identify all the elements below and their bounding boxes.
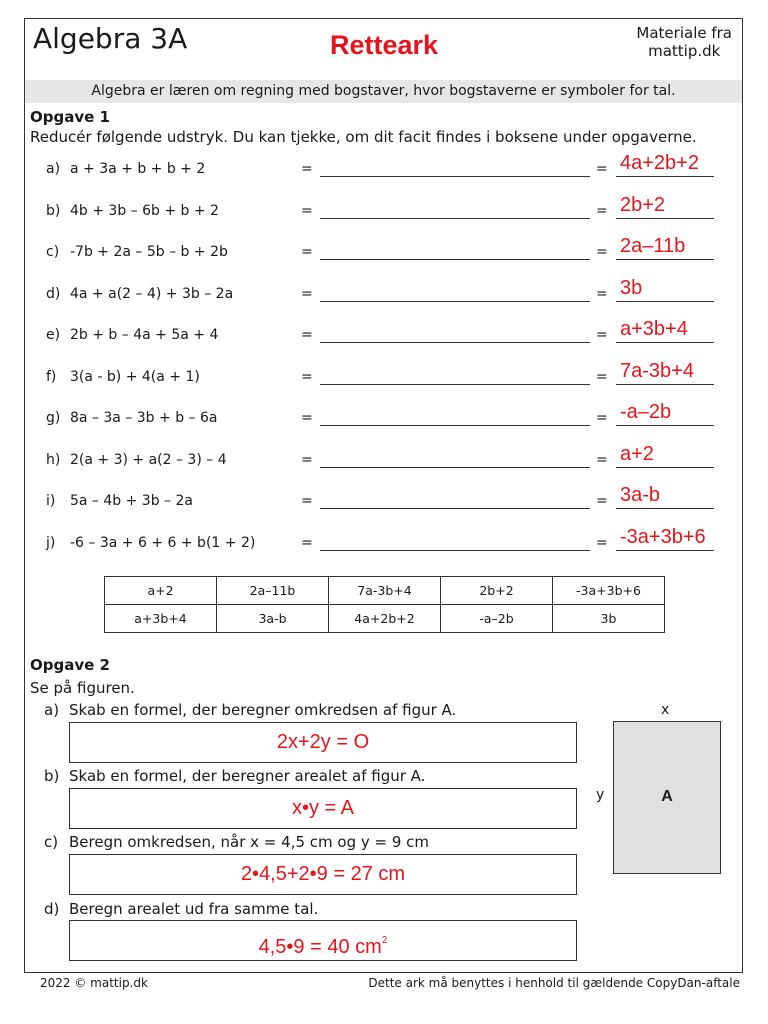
question-text: Beregn omkredsen, når x = 4,5 cm og y = 9 cm xyxy=(69,833,430,851)
work-line[interactable] xyxy=(320,259,590,260)
answer-line[interactable] xyxy=(616,425,714,426)
check-cell: -a–2b xyxy=(441,605,553,633)
equals-sign: = xyxy=(301,327,313,343)
equals-sign: = xyxy=(301,368,313,385)
row-label: f) xyxy=(46,368,57,385)
row-expression: 4a + a(2 – 4) + 3b – 2a xyxy=(70,285,234,302)
work-line[interactable] xyxy=(320,342,590,343)
task1-row xyxy=(46,235,726,268)
row-answer: -a–2b xyxy=(620,401,672,423)
check-cell: a+3b+4 xyxy=(105,605,217,633)
work-line[interactable] xyxy=(320,467,590,468)
row-answer: 3a-b xyxy=(620,484,661,506)
answer-line[interactable] xyxy=(616,550,714,551)
row-label: h) xyxy=(46,451,61,468)
row-expression: -6 – 3a + 6 + 6 + b(1 + 2) xyxy=(70,534,256,551)
task1-row xyxy=(46,401,726,434)
equals-sign: = xyxy=(596,493,608,509)
task2-intro: Se på figuren. xyxy=(30,679,135,697)
equals-sign: = xyxy=(596,534,608,551)
footer-copyright: 2022 © mattip.dk xyxy=(40,976,148,990)
task1-row xyxy=(46,359,726,393)
task1-row xyxy=(46,318,726,351)
work-line[interactable] xyxy=(320,550,590,551)
row-answer: a+2 xyxy=(620,442,654,465)
figure-a-label: A xyxy=(661,788,673,805)
answer-line[interactable] xyxy=(616,218,714,219)
row-expression: 8a – 3a – 3b + b – 6a xyxy=(70,410,218,426)
check-cell: 3a-b xyxy=(217,605,329,633)
equals-sign: = xyxy=(596,244,608,260)
answer-superscript: 2 xyxy=(381,935,388,946)
row-expression: 3(a - b) + 4(a + 1) xyxy=(70,368,200,385)
row-label: e) xyxy=(46,327,61,343)
check-table-row xyxy=(105,577,665,605)
equals-sign: = xyxy=(301,493,313,509)
answer-box-c[interactable]: 2•4,5+2•9 = 27 cm xyxy=(69,854,577,895)
task1-row xyxy=(46,193,726,227)
check-cell: 2b+2 xyxy=(441,577,553,605)
page-title: Algebra 3A xyxy=(33,22,188,55)
row-label: b) xyxy=(46,202,61,219)
equals-sign: = xyxy=(596,368,608,385)
row-answer: 3b xyxy=(620,276,643,299)
figure-a-rectangle xyxy=(613,721,721,874)
task1-row xyxy=(46,442,726,476)
work-line[interactable] xyxy=(320,384,590,385)
source-note xyxy=(636,24,732,60)
row-answer: 2a–11b xyxy=(620,235,686,257)
question-label: c) xyxy=(44,833,59,851)
row-answer: 4a+2b+2 xyxy=(620,152,699,174)
row-answer: -3a+3b+6 xyxy=(620,525,706,548)
intro-banner: Algebra er læren om regning med bogstaver, hvor bogstaverne er symboler for tal. xyxy=(25,80,742,103)
equals-sign: = xyxy=(596,410,608,426)
answer-line[interactable] xyxy=(616,301,714,302)
equals-sign: = xyxy=(301,534,313,551)
answer-box-b[interactable]: x•y = A xyxy=(69,788,577,829)
work-line[interactable] xyxy=(320,301,590,302)
equals-sign: = xyxy=(596,451,608,468)
answer-line[interactable] xyxy=(616,508,714,509)
row-expression: 4b + 3b – 6b + b + 2 xyxy=(70,202,219,219)
task1-heading: Opgave 1 xyxy=(30,108,110,126)
question-label: a) xyxy=(44,701,60,719)
task1-instruction: Reducér følgende udstryk. Du kan tjekke, om dit facit findes i boksene under opgaverne. xyxy=(30,128,697,146)
equals-sign: = xyxy=(301,285,313,302)
answer-key-stamp: Retteark xyxy=(330,30,439,60)
task1-row xyxy=(46,152,726,185)
answer-line[interactable] xyxy=(616,342,714,343)
question-label: d) xyxy=(44,900,60,918)
work-line[interactable] xyxy=(320,218,590,219)
figure-x-label: x xyxy=(661,702,670,718)
row-expression: 2b + b – 4a + 5a + 4 xyxy=(70,327,219,343)
answer-box-d[interactable] xyxy=(69,920,577,961)
row-answer: 7a-3b+4 xyxy=(620,359,694,382)
row-label: g) xyxy=(46,410,61,426)
source-line-2: mattip.dk xyxy=(648,42,721,60)
row-label: a) xyxy=(46,161,61,177)
task1-row xyxy=(46,525,726,559)
row-answer: 2b+2 xyxy=(620,193,666,216)
source-line-1: Materiale fra xyxy=(636,24,732,42)
answer-line[interactable] xyxy=(616,259,714,260)
equals-sign: = xyxy=(596,202,608,219)
check-cell: a+2 xyxy=(105,577,217,605)
row-expression: a + 3a + b + b + 2 xyxy=(70,161,206,177)
row-expression: -7b + 2a – 5b – b + 2b xyxy=(70,244,228,260)
task2-heading: Opgave 2 xyxy=(30,656,110,674)
figure-y-label: y xyxy=(596,787,605,803)
answer-line[interactable] xyxy=(616,384,714,385)
question-text: Skab en formel, der beregner arealet af figur A. xyxy=(69,767,426,785)
task1-row xyxy=(46,276,726,310)
row-label: j) xyxy=(46,534,56,551)
row-expression: 2(a + 3) + a(2 – 3) – 4 xyxy=(70,451,227,468)
question-text: Skab en formel, der beregner omkredsen af figur A. xyxy=(69,701,457,719)
work-line[interactable] xyxy=(320,425,590,426)
row-answer: a+3b+4 xyxy=(620,318,688,340)
work-line[interactable] xyxy=(320,176,590,177)
answer-line[interactable] xyxy=(616,176,714,177)
equals-sign: = xyxy=(301,410,313,426)
row-label: i) xyxy=(46,493,56,509)
check-cell: 3b xyxy=(553,605,665,633)
footer-license: Dette ark må benyttes i henhold til gældende CopyDan-aftale xyxy=(368,976,740,990)
equals-sign: = xyxy=(596,161,608,177)
task1-row xyxy=(46,484,726,517)
check-cell: -3a+3b+6 xyxy=(553,577,665,605)
row-expression: 5a – 4b + 3b – 2a xyxy=(70,493,193,509)
check-table-row xyxy=(105,605,665,633)
answer-text: 4,5•9 = 40 cm xyxy=(258,936,382,958)
check-cell: 2a–11b xyxy=(217,577,329,605)
answer-box-a[interactable]: 2x+2y = O xyxy=(69,722,577,763)
equals-sign: = xyxy=(301,244,313,260)
check-cell: 7a-3b+4 xyxy=(329,577,441,605)
equals-sign: = xyxy=(596,285,608,302)
equals-sign: = xyxy=(301,451,313,468)
equals-sign: = xyxy=(596,327,608,343)
row-label: d) xyxy=(46,285,61,302)
check-cell: 4a+2b+2 xyxy=(329,605,441,633)
question-label: b) xyxy=(44,767,60,785)
check-table xyxy=(104,576,665,633)
row-label: c) xyxy=(46,244,60,260)
equals-sign: = xyxy=(301,161,313,177)
equals-sign: = xyxy=(301,202,313,219)
work-line[interactable] xyxy=(320,508,590,509)
answer-line[interactable] xyxy=(616,467,714,468)
question-text: Beregn arealet ud fra samme tal. xyxy=(69,900,319,918)
